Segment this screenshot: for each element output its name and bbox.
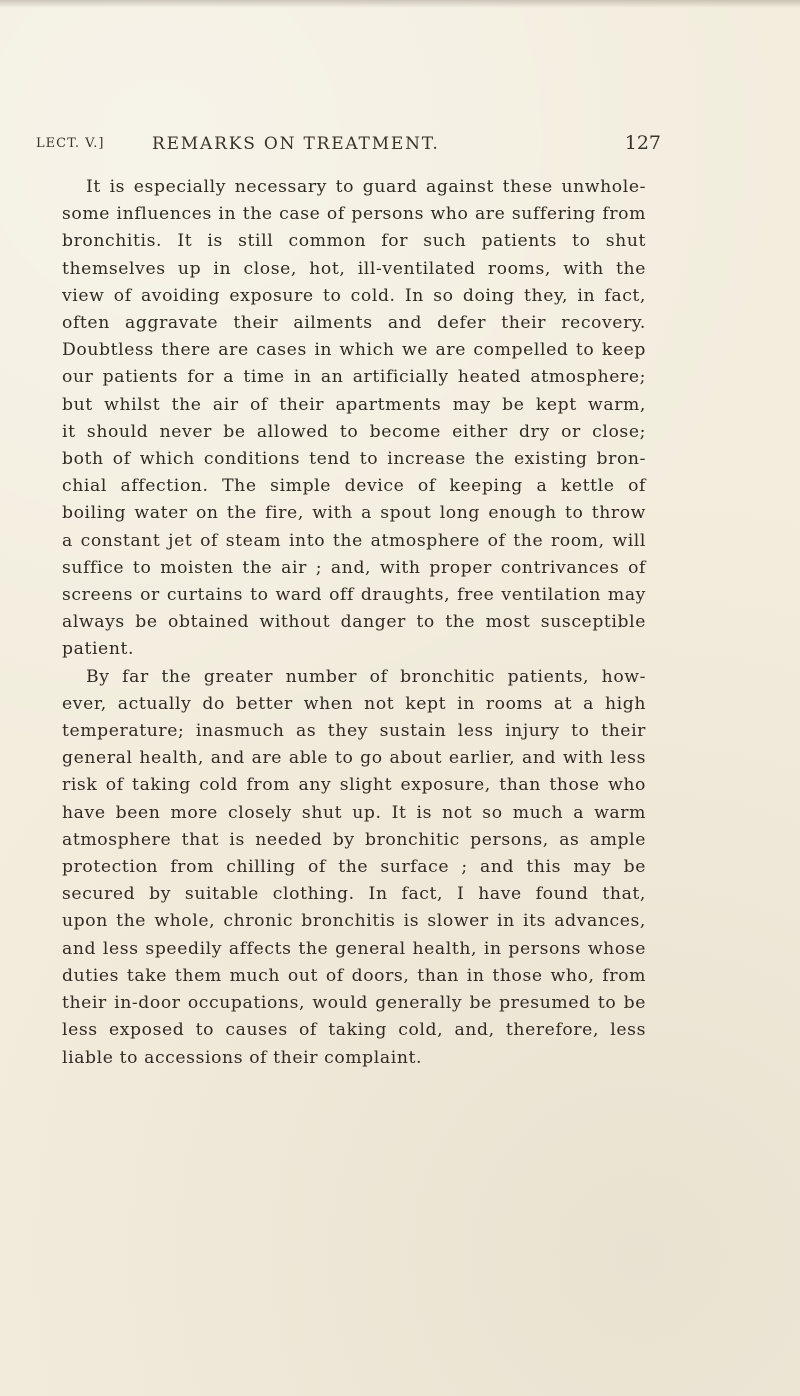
text-line: ever, actually do better when not kept in rooms at a high bbox=[62, 693, 646, 714]
text-line: their in-door occupations, would generally be presumed to be bbox=[62, 993, 646, 1014]
text-line: liable to accessions of their complaint. bbox=[62, 1047, 423, 1068]
paragraph-1 bbox=[62, 174, 646, 664]
text-line: screens or curtains to ward off draughts, free ventilation may bbox=[62, 585, 646, 606]
text-line: protection from chilling of the surface ; and this may be bbox=[62, 857, 646, 878]
text-line: less exposed to causes of taking cold, and, therefore, less bbox=[62, 1020, 646, 1041]
text-line: and less speedily affects the general health, in persons whose bbox=[62, 938, 646, 959]
running-header bbox=[36, 134, 661, 162]
text-line: a constant jet of steam into the atmosphere of the room, will bbox=[62, 530, 646, 551]
text-line: temperature; inasmuch as they sustain less injury to their bbox=[62, 721, 646, 742]
text-line: boiling water on the fire, with a spout long enough to throw bbox=[62, 503, 646, 524]
text-line: It is especially necessary to guard against these unwhole- bbox=[86, 177, 646, 197]
text-line: chial affection. The simple device of keeping a kettle of bbox=[62, 476, 646, 497]
text-line: atmosphere that is needed by bronchitic persons, as ample bbox=[62, 829, 646, 850]
text-line: duties take them much out of doors, than in those who, from bbox=[62, 965, 646, 986]
text-line: it should never be allowed to become either dry or close; bbox=[62, 421, 646, 442]
text-line: risk of taking cold from any slight exposure, than those who bbox=[62, 775, 646, 796]
text-line: but whilst the air of their apartments may be kept warm, bbox=[62, 394, 646, 415]
text-line: secured by suitable clothing. In fact, I have found that, bbox=[62, 884, 646, 905]
text-line: upon the whole, chronic bronchitis is slower in its advances, bbox=[62, 911, 646, 932]
body-text bbox=[62, 174, 646, 1072]
page-number: 127 bbox=[624, 132, 661, 154]
text-line: view of avoiding exposure to cold. In so doing they, in fact, bbox=[62, 285, 646, 306]
text-line: bronchitis. It is still common for such patients to shut bbox=[62, 231, 646, 252]
text-line: By far the greater number of bronchitic patients, how- bbox=[86, 666, 646, 687]
running-title: REMARKS ON TREATMENT. bbox=[152, 134, 440, 154]
text-line: general health, and are able to go about earlier, and with less bbox=[62, 748, 646, 769]
text-line: our patients for a time in an artificially heated atmosphere; bbox=[62, 367, 646, 388]
text-line: Doubtless there are cases in which we are compelled to keep bbox=[62, 340, 646, 361]
text-line: suffice to moisten the air ; and, with proper contrivances of bbox=[62, 557, 646, 578]
text-line: both of which conditions tend to increase the existing bron- bbox=[62, 449, 646, 470]
text-line: patient. bbox=[62, 639, 135, 660]
text-line: have been more closely shut up. It is not so much a warm bbox=[62, 802, 646, 823]
paragraph-2 bbox=[62, 664, 646, 1072]
page-edge-shadow bbox=[0, 0, 800, 8]
text-line: themselves up in close, hot, ill-ventilated rooms, with the bbox=[62, 258, 646, 279]
text-line: some influences in the case of persons who are suffering from bbox=[62, 204, 646, 225]
text-line: often aggravate their ailments and defer their recovery. bbox=[62, 313, 646, 334]
lecture-number: LECT. V.] bbox=[36, 136, 105, 151]
text-line: always be obtained without danger to the most susceptible bbox=[62, 612, 646, 633]
